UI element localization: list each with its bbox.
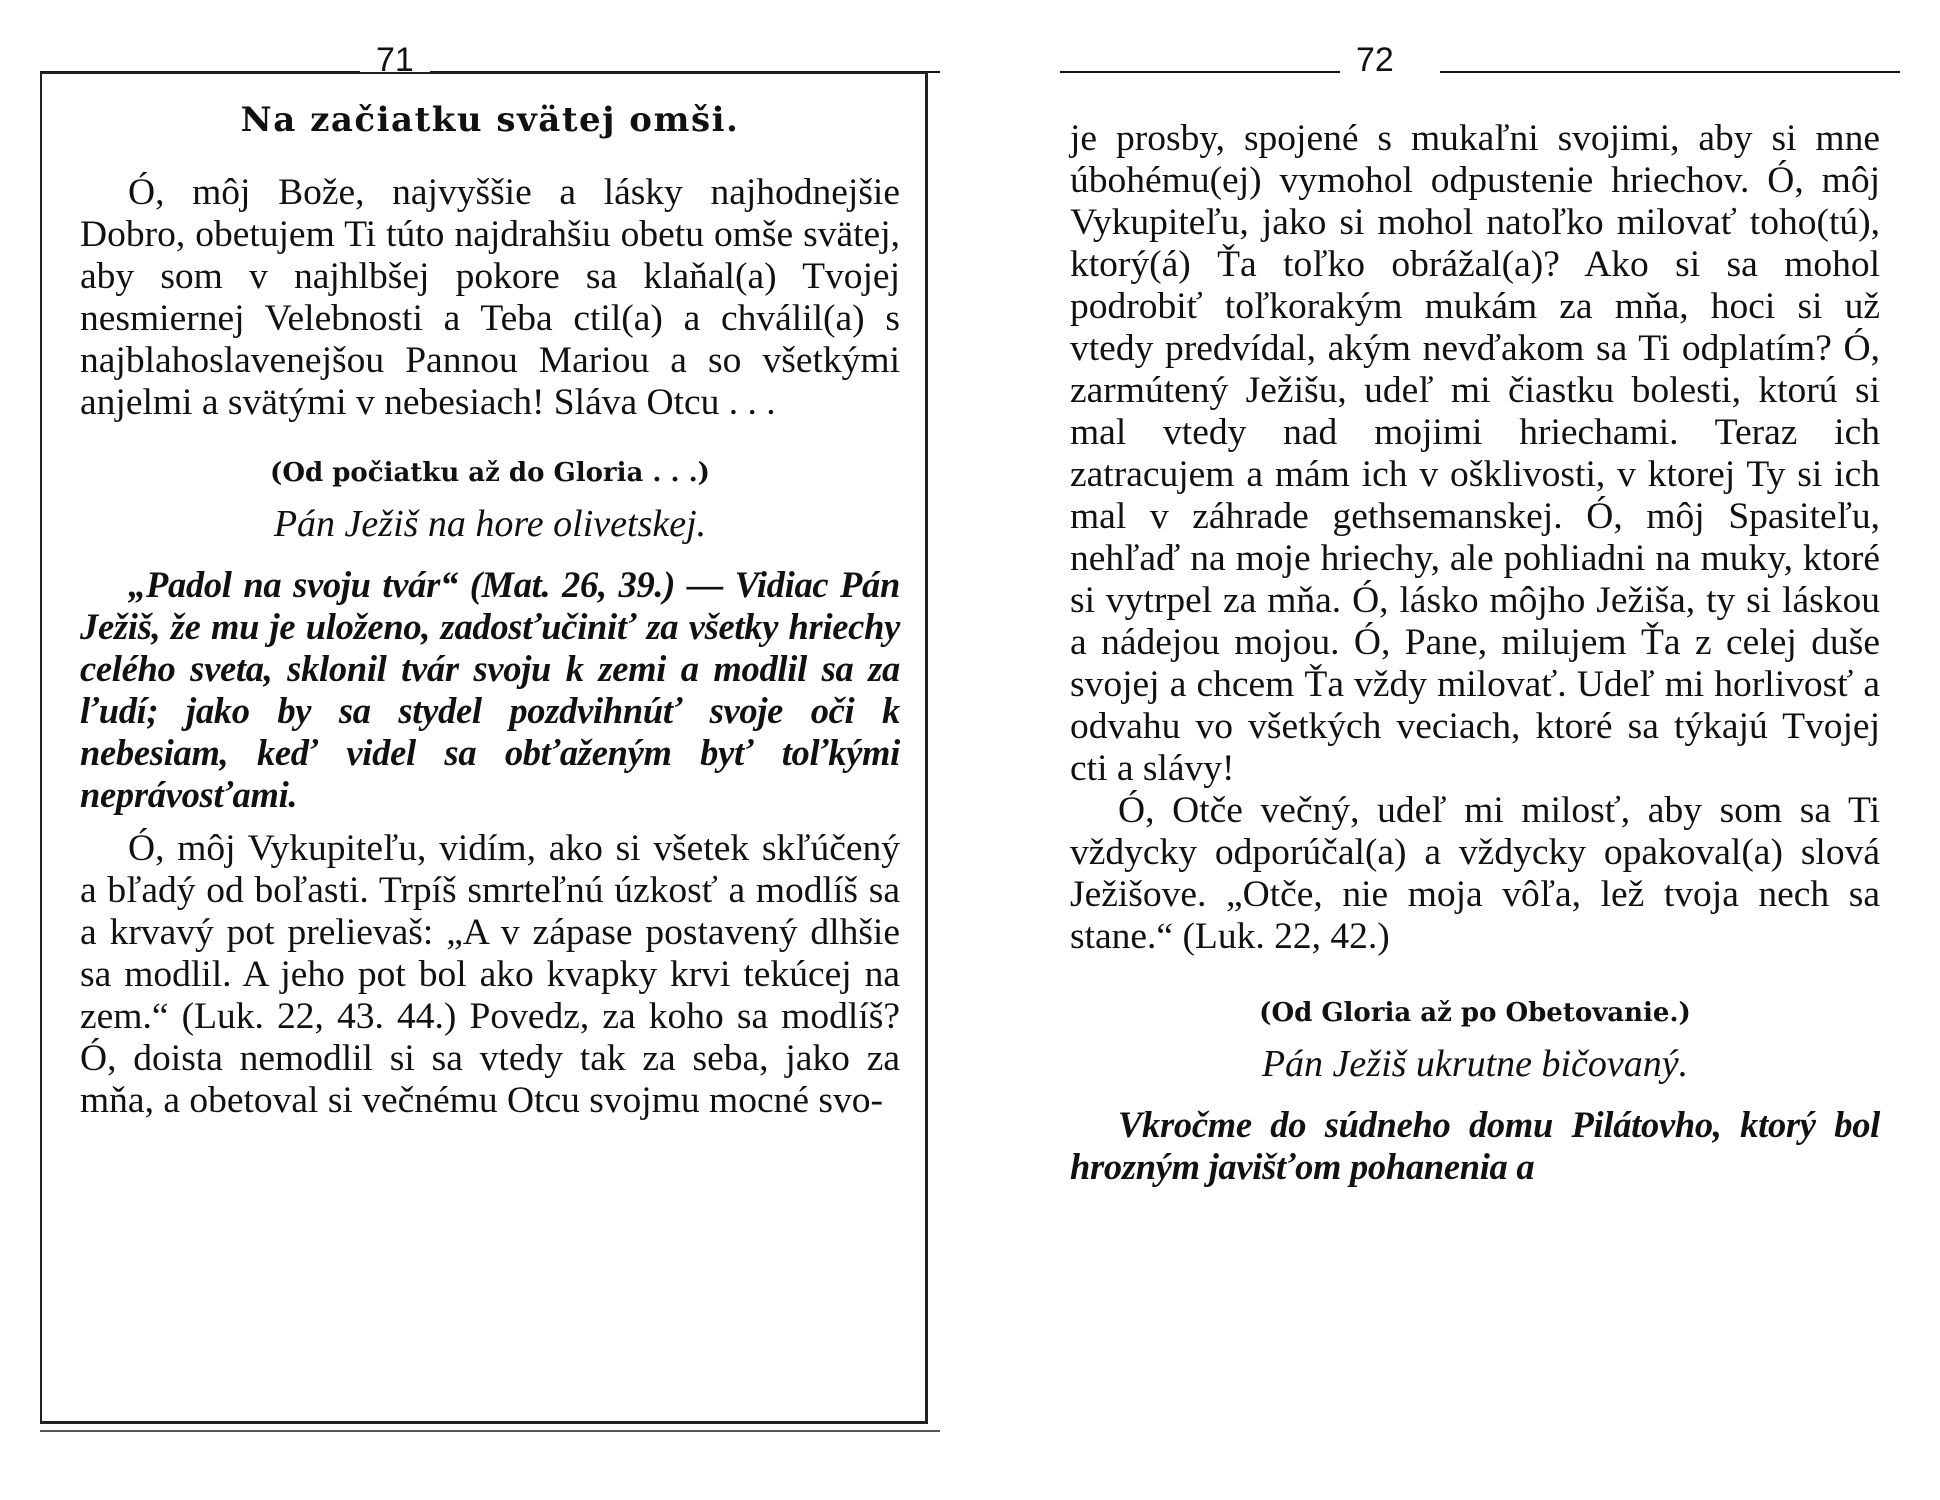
section-heading: (Od počiatku až do Gloria . . .)	[270, 458, 710, 488]
prayer-paragraph: je prosby, spojené s mukaľni svojimi, aby si mne úbohému(ej) vymohol odpustenie hriechov. Ó, môj Vykupiteľu, jako si mohol natoľko milovať toho(tú), ktorý(á) Ťa toľko obrážal(a)? Ako si sa mohol podrobiť toľkorakým mukám za mňa, hoci si už vtedy predvídal, akým nevďakom sa Ti odplatím? Ó, zarmútený Ježišu, udeľ mi čiastku bolesti, ktorú si mal vtedy nad mojimi hriechami. Teraz ich zatracujem a mám ich v ošklivosti, v ktorej Ty si ich mal v záhrade gethsemanskej. Ó, môj Spasiteľu, nehľaď na moje hriechy, ale pohliadni na muky, ktoré si vytrpel za mňa. Ó, lásko môjho Ježiša, ty si láskou a nádejou mojou. Ó, Pane, milujem Ťa z celej duše svojej a chcem Ťa vždy milovať. Udeľ mi horlivosť a odvahu vo všetkých veciach, ktoré sa týkajú Tvojej cti a slávy!	[1070, 118, 1880, 789]
page-number-right: 72	[1340, 40, 1410, 80]
section-heading: (Od Gloria až po Obetovanie.)	[1259, 998, 1691, 1028]
left-page-content	[80, 100, 900, 1122]
header-rule-left	[1060, 71, 1360, 73]
right-page-header	[1040, 40, 1900, 80]
section-subheading: Pán Ježiš ukrutne bičovaný.	[1261, 1043, 1689, 1085]
right-page	[1040, 0, 1900, 1500]
meditation-paragraph: „Padol na svoju tvár“ (Mat. 26, 39.) — Vidiac Pán Ježiš, že mu je uloženo, zadosťučiniť za všetky hriechy celého sveta, sklonil tvár svoju k zemi a modlil sa za ľudí; jako by sa stydel pozdvihnúť svoje oči k nebesiam, keď videl sa obťaženým byť toľkými neprávosťami.	[80, 564, 900, 815]
prayer-paragraph: Ó, môj Bože, najvyššie a lásky najhodnejšie Dobro, obetujem Ti túto najdrahšiu obetu omše svätej, aby som v najhlbšej pokore sa klaňal(a) Tvojej nesmiernej Velebnosti a Teba ctil(a) a chválil(a) s najblahoslavenejšou Pannou Mariou a so všetkými anjelmi a svätými v nebesiach! Sláva Otcu . . .	[80, 172, 900, 423]
prayer-paragraph: Ó, môj Vykupiteľu, vidím, ako si všetek skľúčený a bľadý od boľasti. Trpíš smrteľnú úzkosť a modlíš sa a krvavý pot prelievaš: „A v zápase postavený dlhšie sa modlil. A jeho pot bol ako kvapky krvi tekúcej na zem.“ (Luk. 22, 43. 44.) Povedz, za koho sa modlíš? Ó, doista nemodlil si sa vtedy tak za seba, jako za mňa, a obetoval si večnému Otcu svojmu mocné svo-	[80, 828, 900, 1121]
page-number-left: 71	[360, 40, 430, 80]
prayer-paragraph: Ó, Otče večný, udeľ mi milosť, aby som sa Ti vždycky odporúčal(a) a vždycky opakoval(a) slová Ježišove. „Otče, nie moja vôľa, lež tvoja nech sa stane.“ (Luk. 22, 42.)	[1070, 790, 1880, 957]
meditation-paragraph: Vkročme do súdneho domu Pilátovho, ktorý bol hrozným javišťom pohanenia a	[1070, 1104, 1880, 1187]
section-subheading: Pán Ježiš na hore olivetskej.	[273, 503, 707, 545]
left-page	[0, 0, 960, 1500]
header-rule-right	[1440, 71, 1900, 73]
page-title: Na začiatku svätej omši.	[240, 100, 740, 140]
page-bottom-rule	[40, 1430, 940, 1432]
right-page-content	[1070, 118, 1880, 1188]
